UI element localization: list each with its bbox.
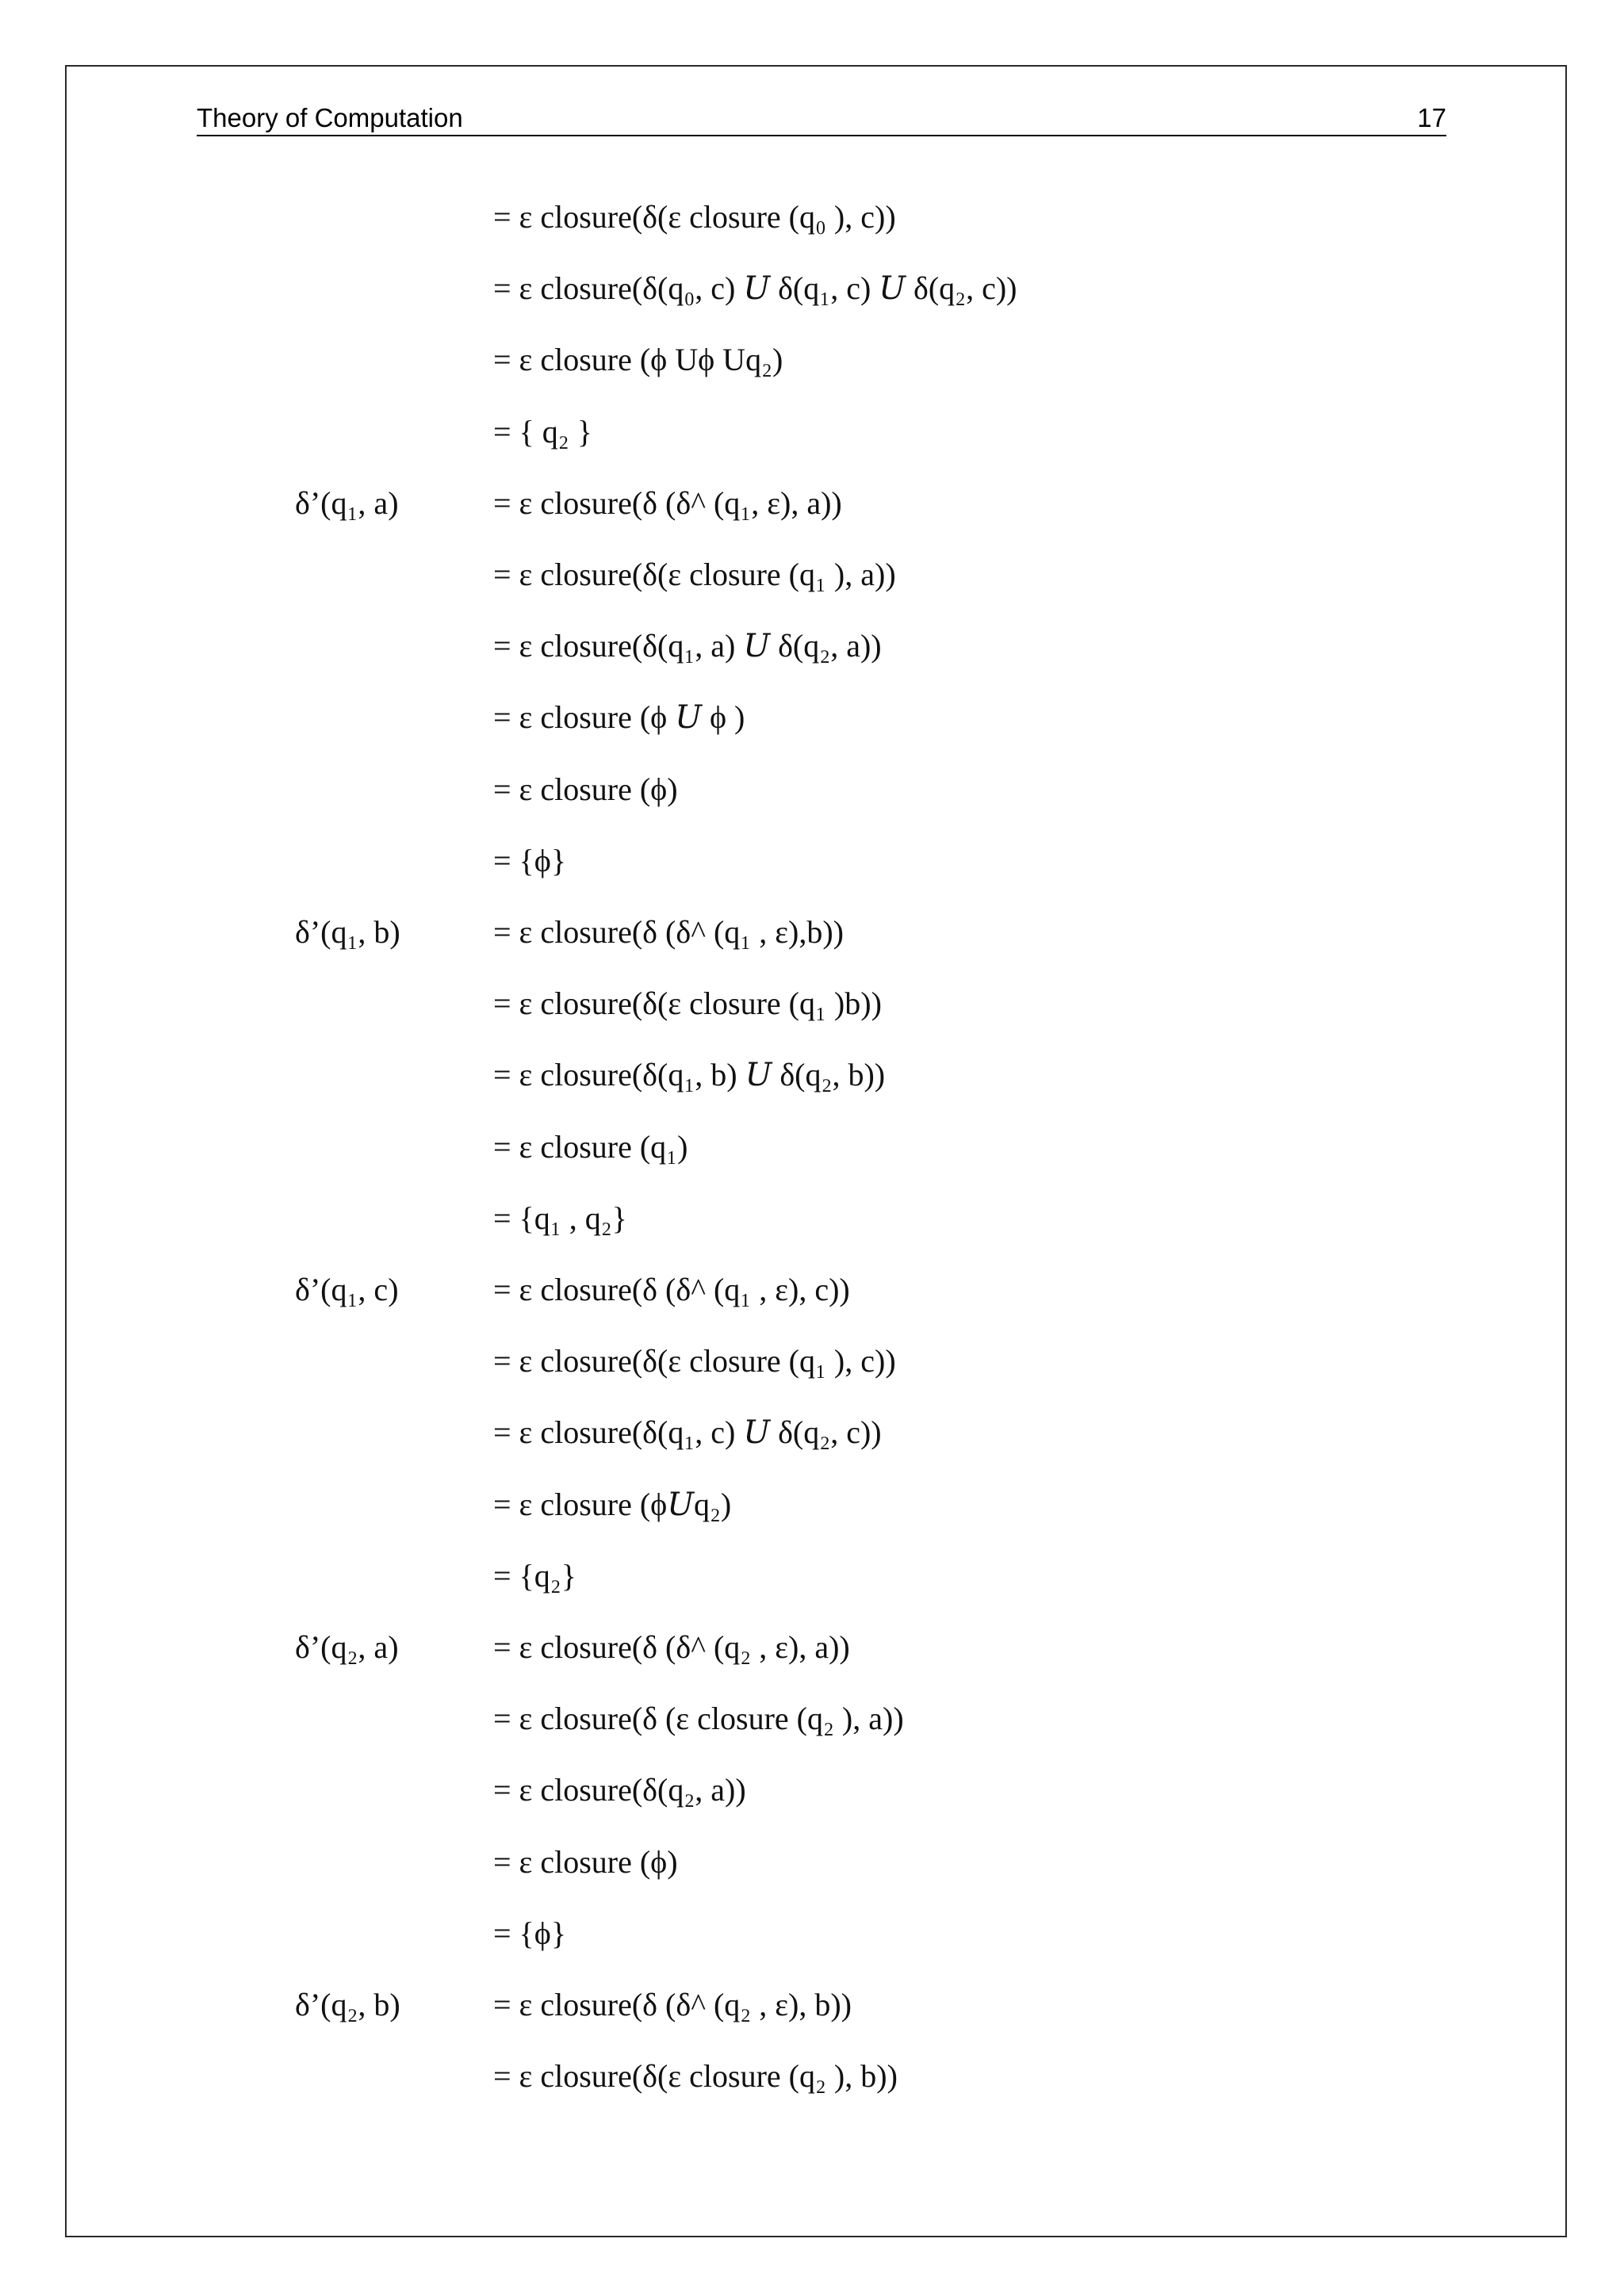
equation-step: = ε closure(δ(q₁, c) 𝑈 δ(q₂, c)): [493, 1414, 882, 1451]
derivation-line: [0, 1837, 1624, 1888]
equation-step: = ε closure (ϕ): [493, 771, 678, 807]
derivation-line: [0, 192, 1624, 243]
equation-step: = ε closure(δ(ε closure (q₁ )b)): [493, 985, 882, 1022]
equation-step: = ε closure(δ(ε closure (q₁ ), c)): [493, 1343, 896, 1380]
derivation-line: [0, 335, 1624, 385]
derivation-line: [0, 1622, 1624, 1673]
equation-step: = ε closure(δ (δ^ (q₁ , ε),b)): [493, 914, 844, 950]
derivation-line: [0, 1693, 1624, 1744]
equation-step: = ε closure (ϕ 𝑈 ϕ ): [493, 699, 745, 736]
transition-label: δ’(q₁, c): [295, 1272, 399, 1307]
equation-step: = ε closure(δ(ε closure (q₀ ), c)): [493, 199, 896, 235]
equation-step: = ε closure(δ (ε closure (q₂ ), a)): [493, 1701, 904, 1737]
equation-step: = {q₂}: [493, 1557, 576, 1594]
derivation-line: [0, 1265, 1624, 1315]
derivation-line: [0, 1765, 1624, 1816]
equation-step: = ε closure(δ(q₁, a) 𝑈 δ(q₂, a)): [493, 628, 882, 664]
derivation-line: [0, 764, 1624, 815]
page-number: 17: [1417, 103, 1446, 132]
derivation-line: [0, 2051, 1624, 2102]
derivation-line: [0, 1908, 1624, 1959]
derivation-line: [0, 978, 1624, 1029]
equation-step: = { q₂ }: [493, 413, 592, 450]
equation-step: = ε closure(δ(ε closure (q₂ ), b)): [493, 2058, 898, 2095]
equation-step: = ε closure (q₁): [493, 1128, 688, 1165]
derivation-line: [0, 1479, 1624, 1530]
equation-step: = {q₁ , q₂}: [493, 1200, 627, 1236]
derivation-line: [0, 836, 1624, 886]
equation-step: = ε closure (ϕ Uϕ Uq₂): [493, 342, 783, 378]
equation-step: = ε closure(δ (δ^ (q₁, ε), a)): [493, 484, 842, 521]
derivation-line: [0, 1050, 1624, 1100]
derivation-line: [0, 549, 1624, 600]
equation-step: = ε closure(δ (δ^ (q₂ , ε), b)): [493, 1987, 852, 2022]
derivation-line: [0, 478, 1624, 529]
equation-step: = ε closure(δ(q₁, b) 𝑈 δ(q₂, b)): [493, 1057, 886, 1093]
derivation-line: [0, 621, 1624, 672]
transition-label: δ’(q₁, a): [295, 484, 399, 521]
equation-step: = ε closure(δ (δ^ (q₂ , ε), a)): [493, 1629, 850, 1665]
equation-step: = {ϕ}: [493, 842, 567, 878]
equation-step: = ε closure (ϕ): [493, 1843, 678, 1880]
derivation-line: [0, 1551, 1624, 1601]
transition-label: δ’(q₁, b): [295, 914, 400, 950]
derivation-line: [0, 1980, 1624, 2030]
transition-label: δ’(q₂, a): [295, 1629, 399, 1665]
derivation-line: [0, 692, 1624, 743]
equation-step: = ε closure(δ(ε closure (q₁ ), a)): [493, 557, 896, 592]
equation-step: = ε closure (ϕ𝑈q₂): [493, 1486, 732, 1522]
derivation-line: [0, 407, 1624, 457]
derivation-line: [0, 1407, 1624, 1458]
equation-step: = ε closure(δ(q₂, a)): [493, 1772, 746, 1808]
equation-step: = {ϕ}: [493, 1915, 567, 1951]
derivation-line: [0, 907, 1624, 958]
equation-step: = ε closure(δ(q₀, c) 𝑈 δ(q₁, c) 𝑈 δ(q₂, c)): [493, 270, 1017, 307]
transition-label: δ’(q₂, b): [295, 1987, 400, 2022]
derivation-line: [0, 1336, 1624, 1387]
derivation-line: [0, 263, 1624, 314]
derivation-line: [0, 1122, 1624, 1173]
derivation-line: [0, 1193, 1624, 1244]
running-title: Theory of Computation: [197, 103, 463, 132]
equation-step: = ε closure(δ (δ^ (q₁ , ε), c)): [493, 1272, 850, 1307]
